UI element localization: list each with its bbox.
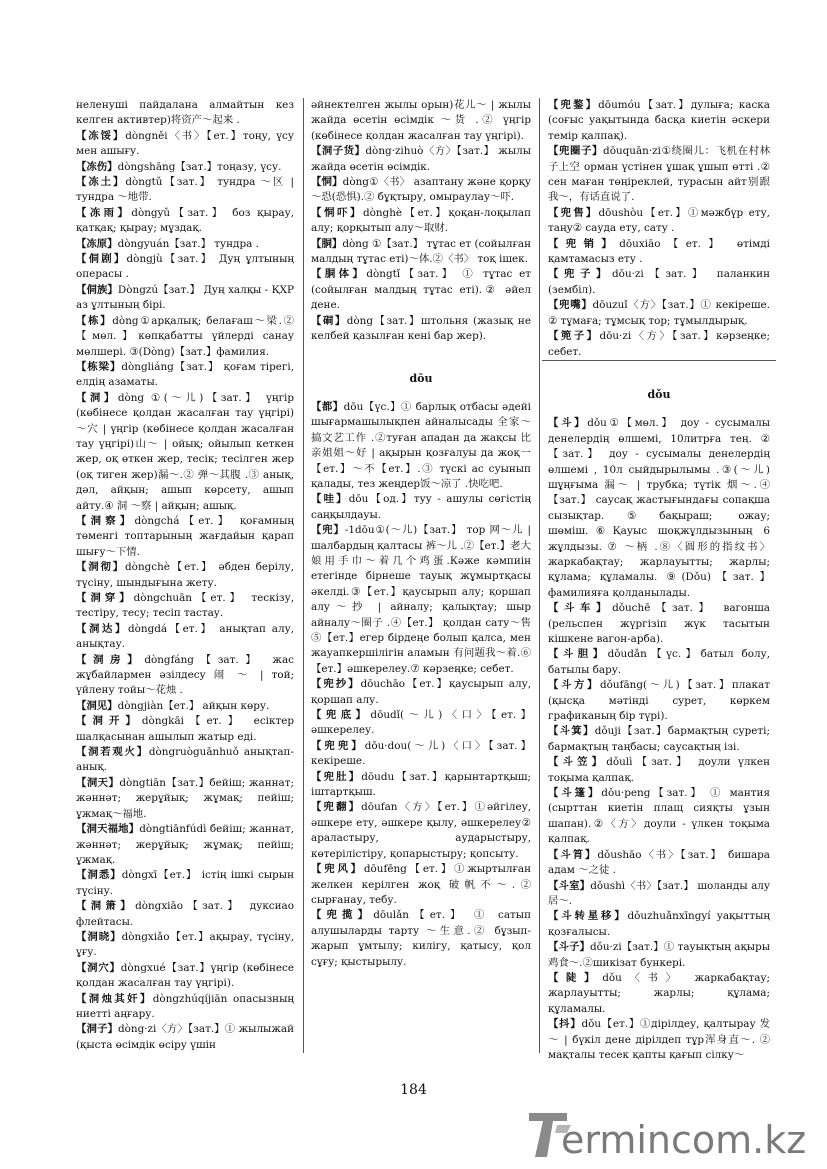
dictionary-entry: [548, 971, 770, 1017]
entry-headword: 【洞子】: [76, 1023, 118, 1036]
dictionary-entry: [311, 267, 531, 313]
entry-definition: dòngchuān【ет.】 тескізу, тестіру, тесу; тесіп тастау.: [76, 592, 295, 620]
entry-headword: 【斗篷】: [548, 787, 602, 800]
dictionary-entry: [76, 622, 294, 653]
dictionary-entry: [548, 1017, 770, 1063]
entry-definition: dǒudǎn【үс.】батыл болу, батылы бару.: [548, 648, 771, 676]
entry-headword: 【胴体】: [311, 268, 367, 281]
entry-definition: dōu·zi【зат.】 паланкин (зембіл).: [548, 268, 770, 296]
entry-definition: dōuquān·zi①绕圈儿：飞机在村林子上空 орман үстінен ұшақ ұшып өтті .② сен маған төңіреклей, турасын айт别跟我～，有话直说了.: [548, 145, 770, 204]
entry-definition: dòngjiàn【ет.】 айқын көру.: [117, 699, 270, 712]
entry-headword: 【斗子】: [548, 941, 590, 954]
entry-headword: 【斗箕】: [548, 725, 595, 738]
dictionary-entry: [76, 560, 294, 591]
entry-definition: Dòngzú【зат.】 Дуң халқы - ҚХР аз ұлтының бірі.: [76, 283, 295, 312]
entry-definition: dòngtiānfúdì бейіш; жаннат, жәннәт; жерұйық; жұмақ; пейіш; ұжмақ.: [76, 823, 295, 866]
dictionary-entry: [548, 647, 770, 678]
entry-definition: dòng①〈书〉 азаптану және қорқу ～恐(恐惧).② бұқтыру, омыраулау～吓.: [311, 176, 531, 204]
dictionary-entry: [311, 677, 531, 708]
entry-headword: 【冻土】: [76, 176, 126, 189]
entry-headword: 【洞开】: [76, 715, 142, 728]
entry-definition: dōuchāo【ет.】қаусырып алу, қоршап алу.: [311, 678, 532, 706]
entry-definition: dǒushāo〈书〉【зат.】 бишара адам ～之徒 .: [548, 848, 770, 877]
dictionary-entry: [311, 708, 531, 739]
entry-headword: 【洞】: [76, 391, 118, 404]
entry-headword: 【冻伤】: [76, 160, 118, 173]
dictionary-entry: [76, 899, 294, 930]
dictionary-entry: [311, 400, 531, 492]
entry-definition: dōudu【зат.】қарынтартқыш; іштартқыш.: [311, 770, 532, 799]
entry-definition: dōushòu【ет.】①мәжбүр ету, таңу② сауда ету, сату .: [548, 206, 770, 235]
column-divider-right: [539, 98, 540, 1053]
entry-definition: dǒuzhuǎnxīngyí уақыттың қозғалысы.: [548, 910, 771, 938]
dictionary-entry: [76, 930, 294, 961]
entry-definition: dōufēng【ет.】①жыртылған желкен керілген жоқ 破帆不～.② сырғанау, тебу.: [311, 863, 532, 906]
entry-headword: 【兜嘴】: [548, 299, 593, 312]
dictionary-entry: [311, 144, 531, 175]
entry-headword: 【兜翻】: [311, 801, 362, 814]
entry-headword: 【洞箫】: [76, 900, 136, 913]
entry-headword: 【兜风】: [311, 863, 364, 876]
entry-definition: dòngshāng【зат.】тоңазу, үсу.: [117, 160, 282, 173]
logo-wordmark: ermincom.kz: [561, 1118, 807, 1162]
entry-headword: 【侗剧】: [76, 253, 127, 266]
dictionary-entry: [76, 1022, 294, 1053]
entry-headword: 【洞天福地】: [76, 823, 140, 836]
entry-definition: dōu【үс.】① барлық отбасы әдейі шығармашылықпен айналысады 全家～搞文艺工作 .②туған ападан да жақсы 比亲姐姐～好 | ақырын қозғалуы да жоқ一【ет.】～不【ет.】.③ түскі ас суынып қалады, тез жеңдер饭～凉了 .快吃吧.: [311, 400, 532, 490]
entry-definition: dǒu·peng【зат.】 ① мантия (сырттан киетін плащ сияқты ұзын шапан).②〈方〉доули - үлкен тоқыма қалпақ.: [548, 787, 770, 846]
entry-definition: dòng·zi〈方〉【зат.】① жылыжай (қыста өсімдік өсіру үшін: [76, 1023, 295, 1051]
column-left: [76, 98, 294, 1053]
entry-definition: dòngyuán【зат.】 тундра .: [117, 237, 259, 250]
entry-definition: dòngyǔ【зат.】 боз қырау, қатқақ; қырау; мұздақ.: [76, 206, 295, 235]
dictionary-entry: [76, 175, 294, 206]
section-rule: [542, 360, 776, 361]
entry-headword: 【洞悉】: [76, 869, 122, 882]
dictionary-entry: [548, 267, 770, 298]
entry-definition: dōuzuǐ〈方〉【зат.】① кекіреше. ② тұмаға; тұмсық тор; тұмылдырық.: [548, 299, 771, 327]
entry-definition: dōu·dou(～儿)〈口〉【зат.】кекіреше.: [311, 739, 532, 768]
entry-definition: dǒulì【зат.】 доули үлкен тоқыма қалпақ.: [548, 756, 770, 784]
entry-definition: dòng①арқалық; белағаш～梁.②【мөл.】көпқабатты үйлерді санау мөлшері. ③(Dòng)【зат.】фамилия.: [76, 314, 295, 358]
entries-col3b: [548, 416, 770, 1063]
entries-col2b: [311, 400, 531, 970]
dictionary-entry: [548, 879, 770, 910]
dictionary-entry: [76, 992, 294, 1023]
dictionary-entry: [76, 129, 294, 160]
entry-definition: dòngchá【ет.】 қоғамның төменгі топтарының жағдайын қарап шығу～下情.: [76, 514, 294, 558]
dictionary-entry: [76, 776, 294, 822]
entry-headword: 【斗方】: [548, 679, 600, 692]
entry-headword: 【斗车】: [548, 602, 613, 615]
entries-col1: [76, 98, 294, 1053]
entry-definition: dōuxiāo【ет.】 өтімді қамтамасыз ету .: [548, 237, 770, 266]
entry-definition: dōu·zi〈方〉【зат.】кәрзеңке; себет.: [548, 330, 770, 358]
entry-headword: 【冻雨】: [76, 206, 132, 219]
dictionary-entry: [311, 314, 531, 345]
entry-definition: dòngdá【ет.】 анықтап алу, анықтау.: [76, 622, 295, 651]
entry-headword: 【篼子】: [548, 330, 600, 343]
dictionary-entry: [548, 848, 770, 879]
entry-definition: dōufan〈方〉【ет.】①әйгілеу, әшкере ету, әшкере қылу, әшкерелеу② араластыру, аударыстыру, көтерілістіру, қопарыстыру; қопсыту.: [311, 801, 532, 860]
dictionary-entry: [76, 98, 294, 129]
page-number: 184: [400, 1082, 427, 1098]
entry-headword: 【洞彻】: [76, 561, 126, 574]
entry-definition: dòng ①(～儿)【зат.】 үңгір (көбінесе қолдан жасалған тау үңгірі)～穴 | үңгір (көбінесе қолдан жасалған тау үңгірі)山～ | ойық; ойылып кеткен жер, оқ өткен жер, тесік; тесілген жер (оқ тиген жер)漏～.② 弹～其腹 .③ анық, дәл, айқын; ашып көрсету, ашып айту.④ 洞 ～察 | айқын; ашық.: [76, 391, 294, 512]
entry-headword: 【恫】: [311, 176, 343, 189]
entry-headword: 【洞房】: [76, 653, 145, 666]
entries-col3a: [548, 98, 770, 360]
dictionary-entry: [311, 237, 531, 268]
dictionary-entry: [76, 745, 294, 776]
dictionary-entry: [548, 416, 770, 601]
dictionary-entry: [548, 724, 770, 755]
entry-headword: 【斗室】: [548, 879, 591, 892]
dictionary-entry: [311, 206, 531, 237]
entry-headword: 【洞穿】: [76, 592, 134, 604]
entry-headword: 【斗胆】: [548, 648, 608, 661]
entry-headword: 【冻原】: [76, 237, 118, 250]
dictionary-entry: [548, 940, 770, 971]
entry-headword: 【斗筲】: [548, 848, 598, 861]
entry-definition: dòngtiān【зат.】бейіш; жаннат; жәннәт; жерұйық; жұмақ; пейіш; ұжмақ～福地.: [76, 776, 294, 820]
dictionary-entry: [311, 908, 531, 970]
dictionary-entry: [76, 868, 294, 899]
entry-headword: 【洞见】: [76, 699, 118, 712]
dictionary-entry: [76, 360, 294, 391]
entry-definition: dòngkāi【ет.】 есіктер шалқасынан ашылып жатыр еді.: [76, 715, 295, 743]
entry-definition: dòngxī【ет.】 істің ішкі сырын түсіну.: [76, 869, 295, 897]
column-divider-left: [303, 98, 304, 1053]
entry-definition: dǒu【ет.】①дірілдеу, қалтырау 发～ | бүкіл дене дірілдеп тұр浑身直～. ② мақталы тесек қапты қағып сілку～: [548, 1018, 771, 1061]
entry-definition: dòng ①【зат.】 тұтас ет (сойылған малдың тұтас еті)～体.②〈书〉 тоқ ішек.: [311, 237, 532, 266]
dictionary-entry: [548, 206, 770, 237]
entry-headword: 【兜销】: [548, 237, 620, 250]
dictionary-entry: [548, 98, 770, 144]
dictionary-entry: [76, 822, 294, 868]
entry-headword: 【都】: [311, 400, 344, 413]
entry-headword: 【洞晓】: [76, 930, 122, 943]
entry-headword: 【洞达】: [76, 622, 128, 635]
dictionary-entry: [548, 786, 770, 848]
dictionary-entry: [311, 739, 531, 770]
entry-headword: 【硐】: [311, 314, 347, 327]
entry-definition: dōulǎn【ет.】 ① сатып алушыларды тарту ～生意.② бұзып-жарып ұмтылу; килігу, қатысу, қол сұғу; қыстырылу.: [311, 909, 532, 968]
entry-headword: 【陡】: [548, 971, 603, 984]
dictionary-entry: [76, 314, 294, 360]
dictionary-entry: [311, 98, 531, 144]
dictionary-entry: [548, 755, 770, 786]
dictionary-entry: [548, 601, 770, 647]
entry-definition: dòngxiǎo【ет.】ақырау, түсіну, ұғу.: [76, 930, 294, 959]
entry-definition: неленуші пайдалана алмайтын кез келген активтер)将资产～起来 .: [76, 99, 294, 127]
entry-headword: 【侗族】: [76, 283, 118, 296]
entry-definition: dòngjù【зат.】 Дуң ұлтының операсы .: [76, 253, 294, 281]
dictionary-entry: [76, 714, 294, 745]
column-right: [548, 98, 771, 1061]
entry-headword: 【斗】: [548, 417, 588, 430]
entry-definition: dònghè【ет.】қоқан-лоқылап алу; қорқытып алу～取财.: [311, 206, 532, 235]
entry-definition: dòng·zihuò〈方〉【зат.】 жылы жайда өсетін өсімдік.: [311, 145, 531, 173]
dictionary-entry: [76, 591, 294, 622]
entry-headword: 【恫吓】: [311, 206, 363, 219]
entry-definition: dǒuji【зат.】бармақтың суреті; бармақтың таңбасы; саусақтың ізі.: [548, 725, 770, 753]
dictionary-entry: [76, 237, 294, 252]
entry-headword: 【兜】: [311, 524, 345, 537]
section-heading-dou2: dǒu: [647, 387, 671, 401]
entry-headword: 【胴】: [311, 237, 343, 250]
entry-definition: dōumóu【зат.】дулыға; каска (соғыс уақытында басқа киетін әскери темір қалпақ).: [548, 99, 770, 142]
dictionary-entry: [548, 909, 770, 940]
entry-headword: 【洞察】: [76, 514, 135, 527]
entry-definition: dòngchè【ет.】 әбден берілу, түсіну, шындығына жету.: [76, 561, 294, 589]
entry-definition: dòngfáng【зат.】 жас жұбайлармен әзілдесу 闹 ～ | той; үйлену тойы～花烛 .: [76, 653, 294, 697]
entry-headword: 【兜肚】: [311, 770, 362, 783]
entry-headword: 【兜子】: [548, 268, 613, 281]
dictionary-entry: [76, 961, 294, 992]
entry-definition: dǒufāng(～儿)【зат.】плакат (қысқа мәтінді сурет, көркем графиканың бір түрі).: [548, 679, 770, 723]
entry-headword: 【哇】: [311, 493, 349, 506]
dictionary-entry: [548, 678, 770, 724]
entry-definition: dòngliáng【зат.】 қоғам тірегі, елдің азаматы.: [76, 360, 294, 389]
entry-definition: dǒu①【мөл.】 доу - сусымалы денелердің өлшемі, 10литрға тең. ②【зат.】 доу - сусымалы денелердің өлшемі , 10л сыйдырылымы .③(～儿) шұңғыма 漏～ | трубка; түтік 烟～.④【зат.】 саусақ жастығындағы сопақша сызықтар.⑤бақыраш; ожау; шөміш.⑥Қауыс шоқжұлдызының 6 жұлдызы. ⑦ ～柄 .⑧〈圆形的指纹书〉 жаркабақтау; жарлауытты; жарлы; құлама; құламалы. ⑨(Dǒu)【зат.】 фамилияға қолданылады.: [548, 417, 771, 599]
dictionary-entry: [76, 160, 294, 175]
entry-headword: 【抖】: [548, 1018, 582, 1031]
entry-definition: dòng【зат.】штольня (жазық не келбей қазылған кені бар жер).: [311, 314, 532, 343]
entry-definition: dòngtǔ【зат.】 тундра ～区 | тундра ～地带.: [76, 176, 294, 204]
entry-definition: dǒu〈书〉 жаркабақтау; жарлауытты; жарлы; құлама; құламалы.: [548, 971, 770, 1015]
entry-headword: 【兜底】: [311, 709, 371, 722]
entry-headword: 【兜揽】: [311, 909, 374, 922]
dictionary-entry: [76, 391, 294, 514]
entry-headword: 【栋】: [76, 314, 113, 327]
dictionary-entry: [311, 800, 531, 862]
dictionary-entry: [311, 770, 531, 801]
dictionary-entry: [76, 252, 294, 283]
entry-headword: 【洞天】: [76, 776, 120, 789]
entry-headword: 【洞若观火】: [76, 746, 149, 759]
entry-definition: dǒu·zi【зат.】① тауықтың ақыры 鸡食～.②шикізат бункері.: [548, 941, 770, 969]
entry-definition: dòngtǐ【зат.】 ① тұтас ет (сойылған малдың тұтас еті).② әйел дене.: [311, 268, 532, 312]
entry-headword: 【洞烛其奸】: [76, 992, 153, 1005]
entry-headword: 【兜圈子】: [548, 145, 604, 158]
entry-definition: әйнектелген жылы орын)花儿～ | жылы жайда өсетін өсімдік ～货 .② үңгір (көбінесе қолдан жасалған тау үңгірі).: [311, 99, 531, 142]
entry-headword: 【洞子货】: [311, 145, 366, 158]
entry-definition: dǒuchē【зат.】 вагонша (рельспен жүргізіп жүк тасытын кішкене вагон-арба).: [548, 602, 771, 645]
entry-definition: dòngxué【зат.】үңгір (көбінесе қолдан жасалған тау үңгірі).: [76, 961, 295, 990]
entry-headword: 【洞穴】: [76, 961, 121, 974]
dictionary-entry: [311, 523, 531, 677]
entry-headword: 【斗笠】: [548, 756, 607, 769]
dictionary-entry: [311, 492, 531, 523]
column-middle: [311, 98, 531, 1053]
entry-definition: dòngněi〈书〉【ет.】тоңу, үсу мен ашығу.: [76, 129, 294, 158]
dictionary-entry: [76, 699, 294, 714]
entry-definition: dōudǐ(～儿)〈口〉【ет.】 әшкерелеу.: [311, 709, 532, 737]
section-heading-dou: dōu: [409, 371, 433, 385]
dictionary-entry: [311, 862, 531, 908]
entry-headword: 【兜抄】: [311, 678, 361, 691]
entry-headword: 【兜售】: [548, 206, 599, 219]
dictionary-entry: [311, 175, 531, 206]
dictionary-entry: [548, 144, 770, 206]
entry-definition: dòngzhúqíjiān опасызның ниетті аңғару.: [76, 992, 294, 1020]
dictionary-entry: [548, 329, 770, 360]
entry-headword: 【兜兜】: [311, 739, 365, 752]
dictionary-entry: [548, 237, 770, 268]
dictionary-entry: [76, 283, 294, 314]
dictionary-entry: [548, 298, 770, 329]
entries-col2a: [311, 98, 531, 345]
entry-definition: -1dōu①(～儿)【зат.】 тор 网～儿 | шалбардың қалтасы 裤～儿 .②【ет.】老大娘用手巾～着几个鸡蛋.Кәже кәмпиін етегінде бірнеше тауық жұмыртқасы әкелді.③【ет.】қаусырып алу; қоршап алу～抄 | айналу; қалықтау; шыр айналу～圈子 .④【ет.】 қолдан сату～售 ⑤【ет.】егер бірдеңе болып қалса, мен жауапкершілігін аламын 有问题我～着.⑥【ет.】әшкерелеу.⑦ кәрзеңке; себет.: [311, 524, 532, 675]
entry-definition: dòngruòguānhuǒ анықтап-анық.: [76, 746, 294, 774]
entry-headword: 【栋梁】: [76, 360, 122, 373]
entry-definition: dòngxiāo【зат.】 дуксиао флейтасы.: [76, 900, 295, 928]
dictionary-entry: [76, 514, 294, 560]
entry-definition: dōu【од.】туу - ашулы сөгістің саңқылдауы.: [311, 493, 532, 521]
entry-headword: 【兜鍪】: [548, 99, 599, 111]
dictionary-entry: [76, 206, 294, 237]
entry-headword: 【冻馁】: [76, 129, 126, 142]
entry-definition: dǒushì〈书〉【зат.】 шоланды алу 居～.: [548, 879, 771, 907]
termincom-logo: [527, 1101, 817, 1161]
dictionary-entry: [76, 653, 294, 699]
entry-headword: 【斗转星移】: [548, 910, 628, 923]
